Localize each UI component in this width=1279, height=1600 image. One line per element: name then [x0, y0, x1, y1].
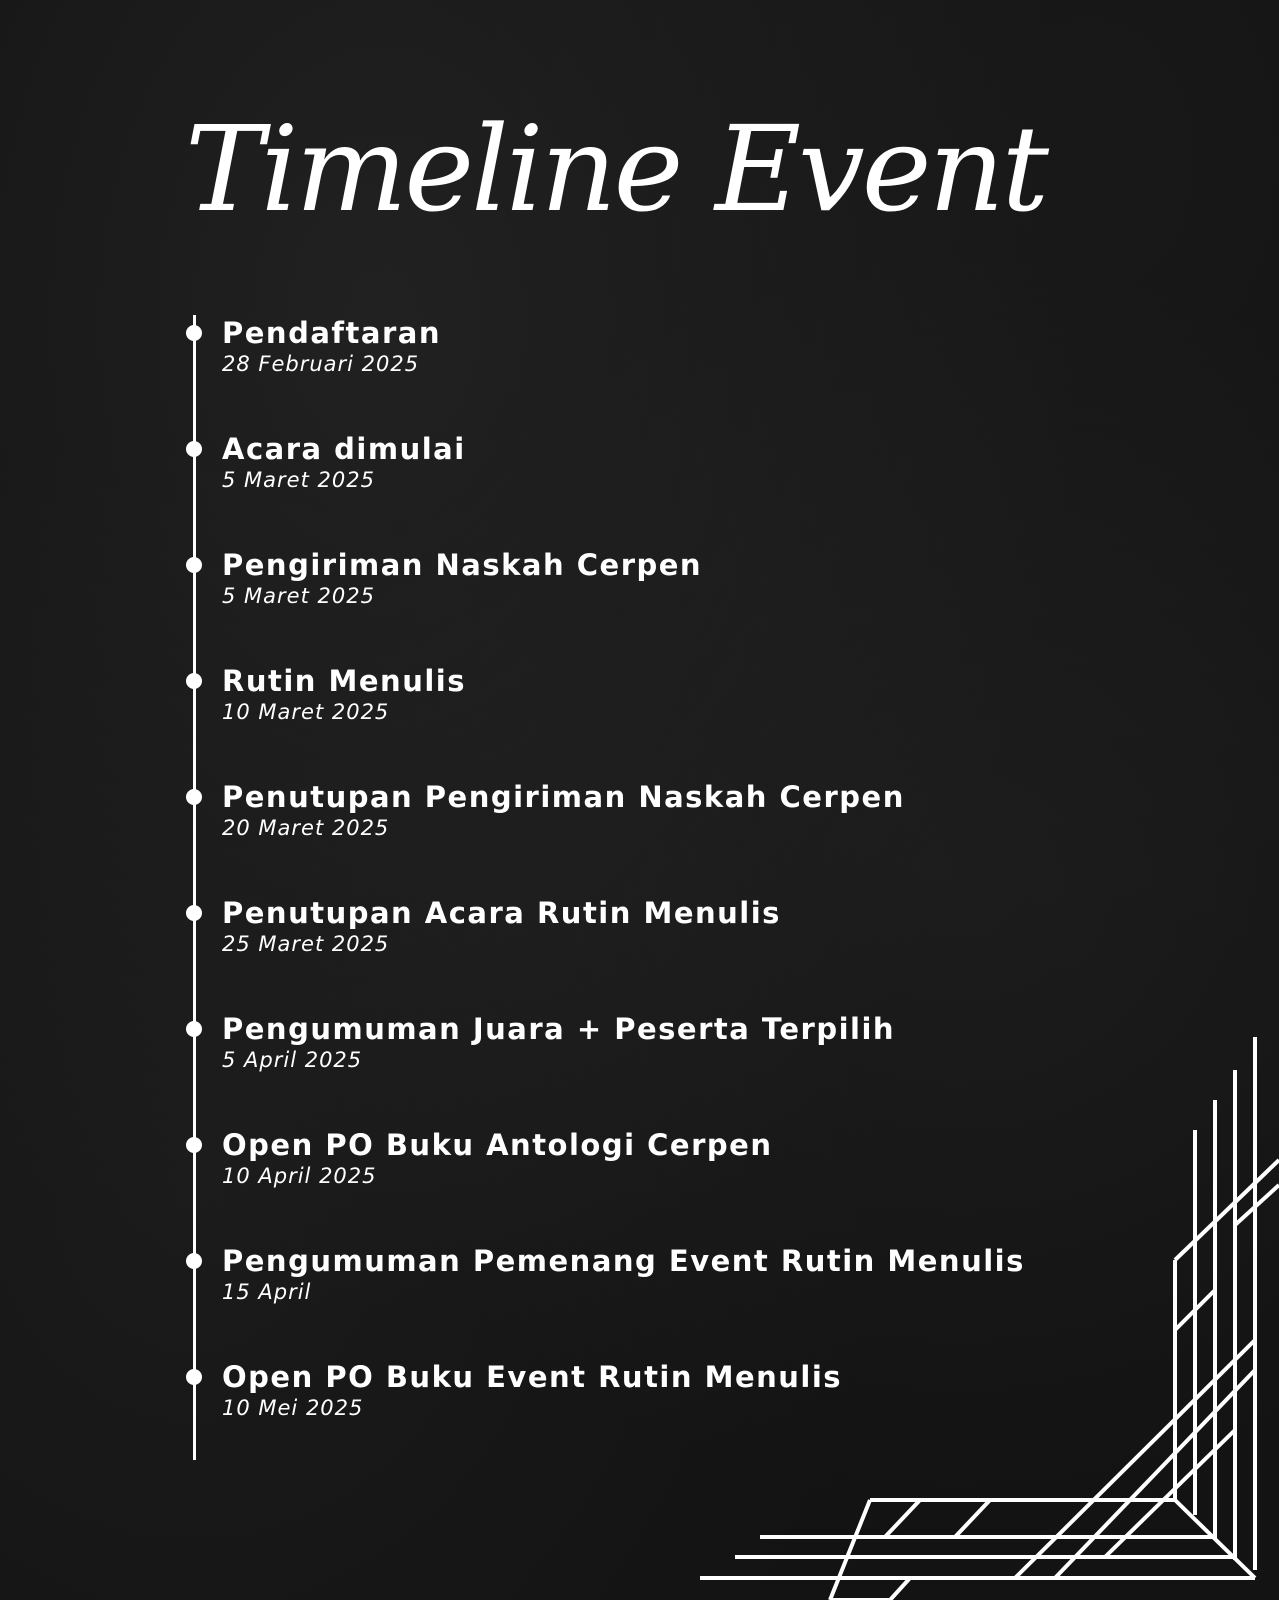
timeline-dot [186, 905, 202, 921]
event-name: Open PO Buku Antologi Cerpen [222, 1128, 773, 1162]
event-date: 10 Maret 2025 [222, 700, 390, 724]
event-name: Pengumuman Pemenang Event Rutin Menulis [222, 1244, 1025, 1278]
timeline-item [186, 895, 1086, 975]
event-name: Pengiriman Naskah Cerpen [222, 548, 703, 582]
timeline-dot [186, 325, 202, 341]
event-date: 15 April [222, 1280, 312, 1304]
timeline-dot [186, 1137, 202, 1153]
event-name: Pendaftaran [222, 316, 441, 350]
timeline-item [186, 431, 1086, 511]
event-date: 5 Maret 2025 [222, 468, 375, 492]
event-date: 25 Maret 2025 [222, 932, 390, 956]
event-name: Pengumuman Juara + Peserta Terpilih [222, 1012, 896, 1046]
timeline-item [186, 547, 1086, 627]
event-date: 10 April 2025 [222, 1164, 377, 1188]
timeline-item [186, 779, 1086, 859]
timeline-item [186, 315, 1086, 395]
event-name: Open PO Buku Event Rutin Menulis [222, 1360, 843, 1394]
timeline-item [186, 663, 1086, 743]
timeline-dot [186, 557, 202, 573]
timeline-dot [186, 1021, 202, 1037]
corner-line-decoration [700, 1030, 1279, 1600]
event-date: 5 Maret 2025 [222, 584, 375, 608]
page-title-text: Timeline Event [185, 100, 1047, 238]
timeline-dot [186, 789, 202, 805]
timeline-dot [186, 1253, 202, 1269]
timeline-dot [186, 1369, 202, 1385]
event-date: 5 April 2025 [222, 1048, 363, 1072]
event-date: 10 Mei 2025 [222, 1396, 364, 1420]
timeline-dot [186, 441, 202, 457]
event-name: Penutupan Pengiriman Naskah Cerpen [222, 780, 905, 814]
event-name: Rutin Menulis [222, 664, 466, 698]
timeline-dot [186, 673, 202, 689]
event-date: 28 Februari 2025 [222, 352, 420, 376]
page-title [185, 70, 1047, 270]
event-date: 20 Maret 2025 [222, 816, 390, 840]
event-name: Acara dimulai [222, 432, 466, 466]
event-name: Penutupan Acara Rutin Menulis [222, 896, 781, 930]
